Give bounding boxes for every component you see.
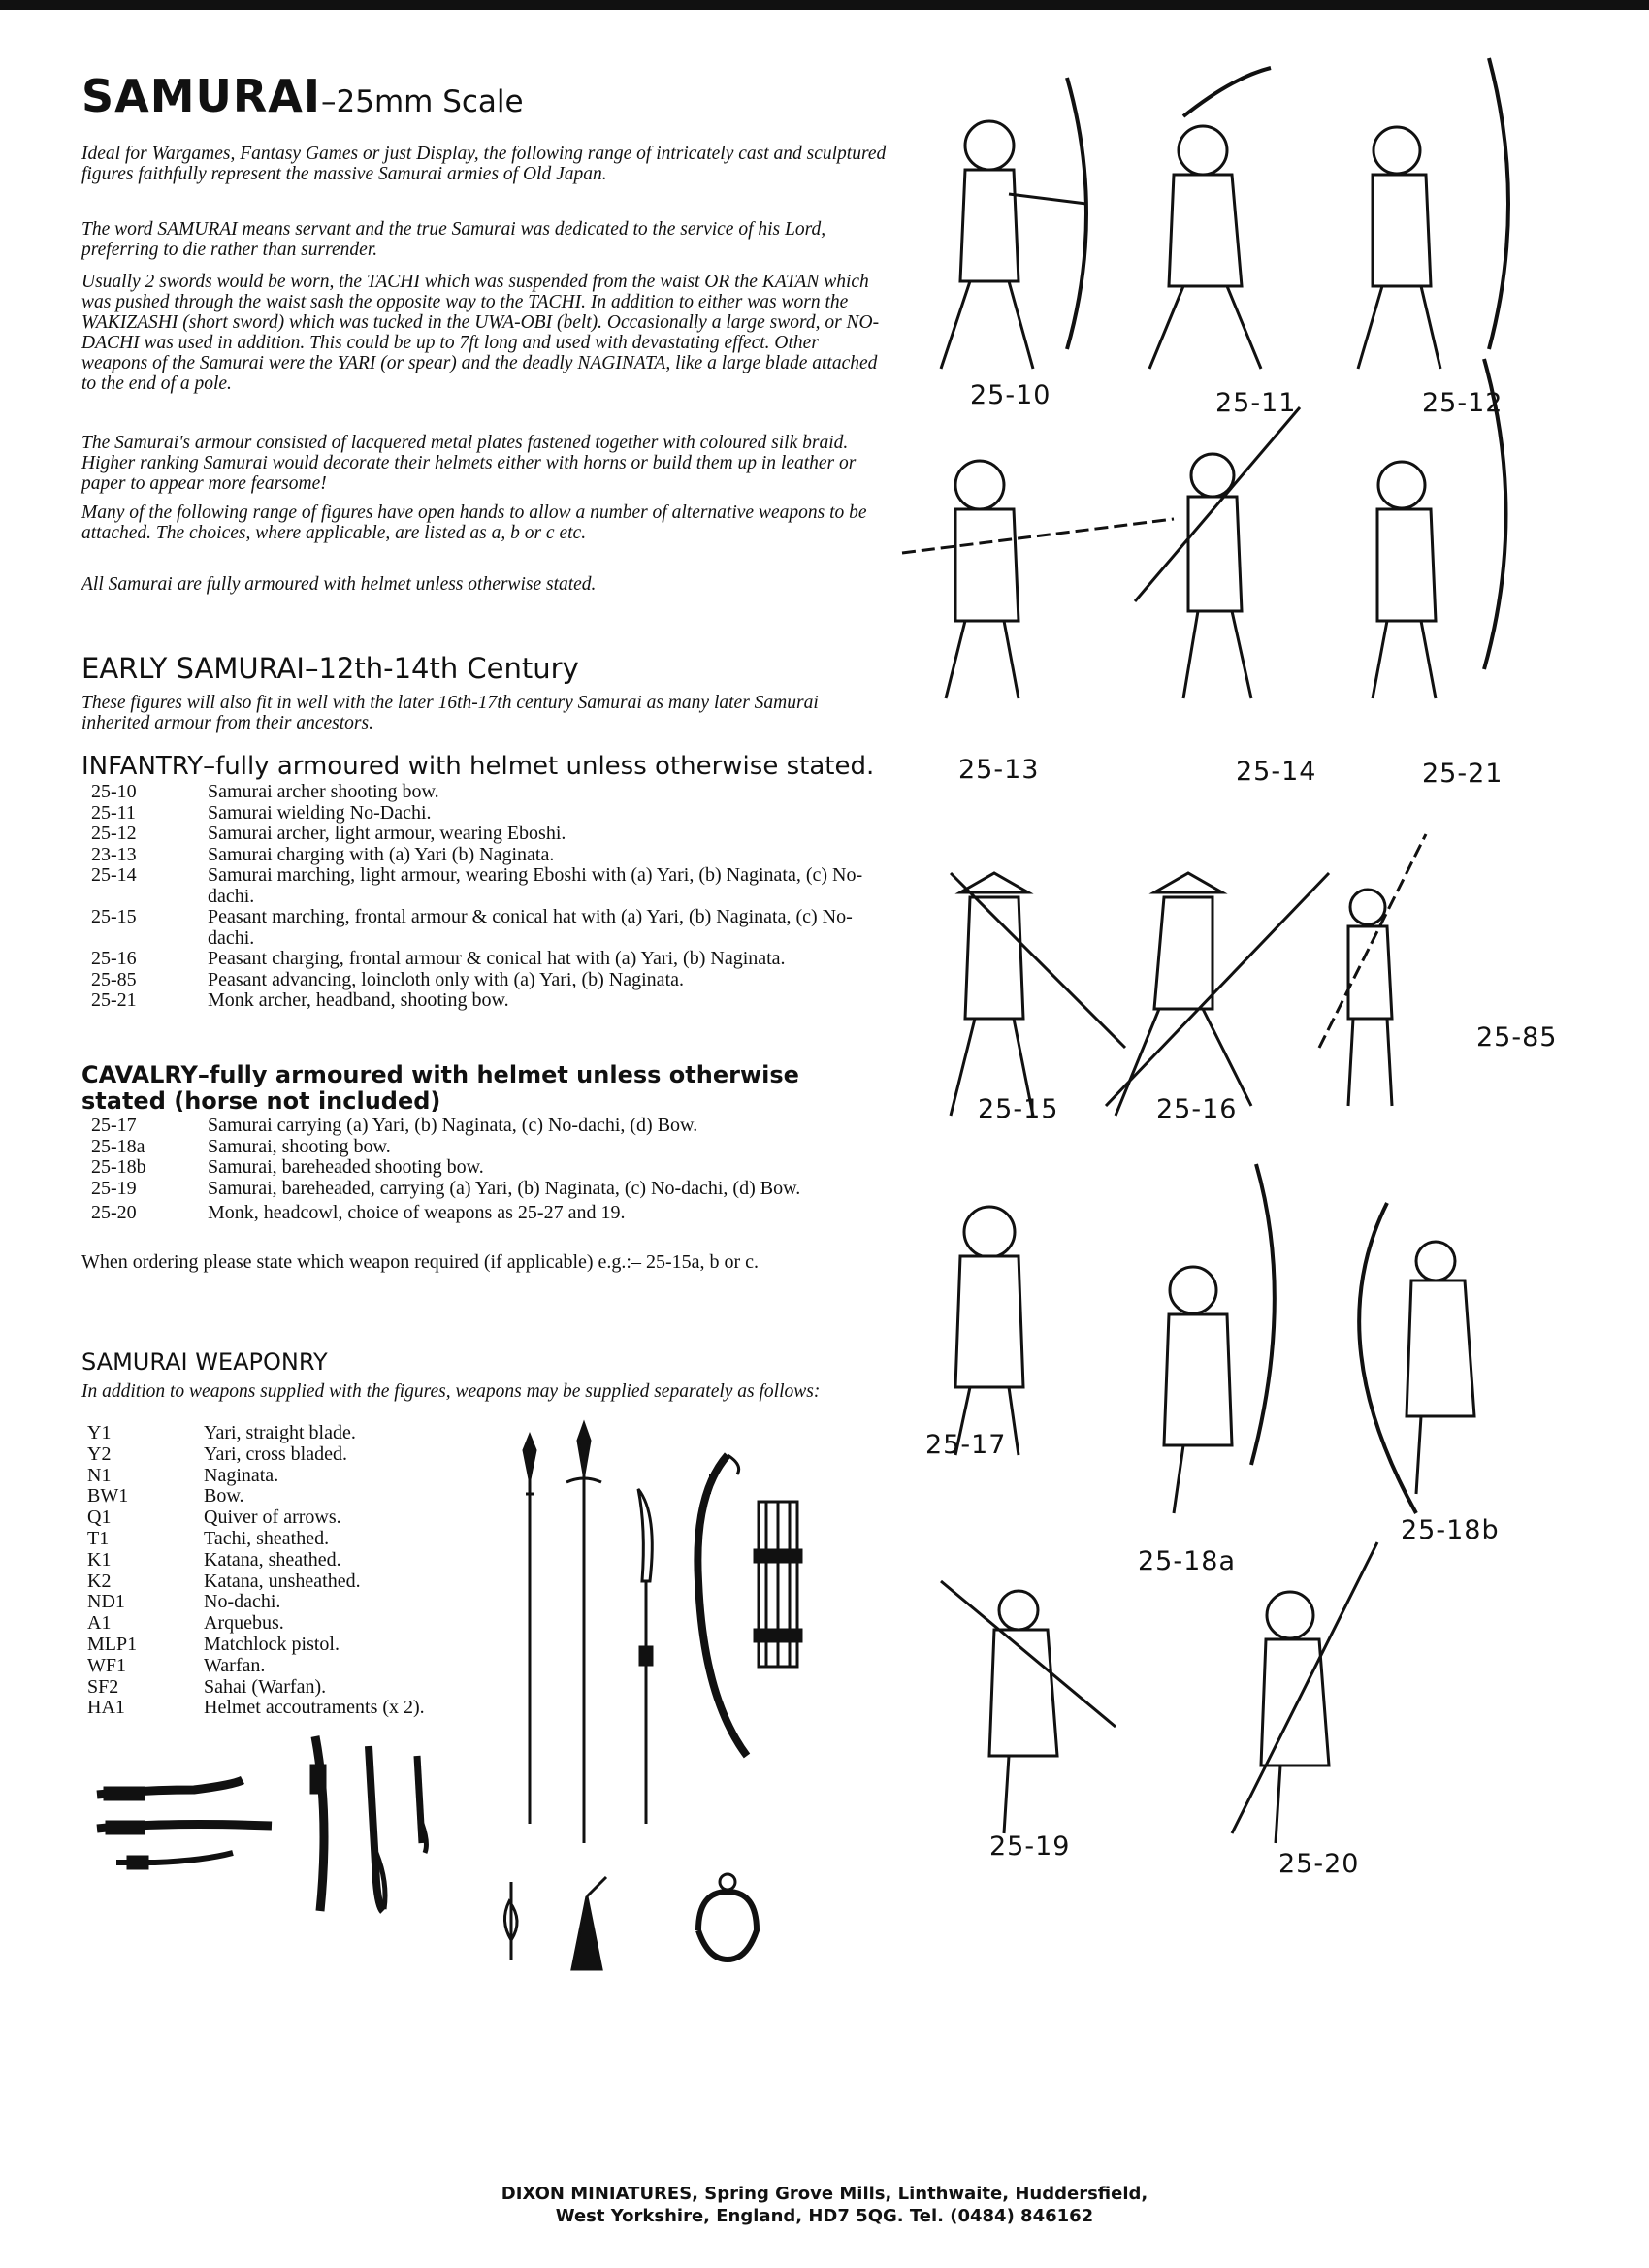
list-item: K1 Katana, sheathed. bbox=[87, 1548, 341, 1571]
intro-paragraph-1: Ideal for Wargames, Fantasy Games or just Display, the following range of intricately cast and sculptured figures faithfully represent the massive Samurai armies of Old Japan. bbox=[81, 144, 887, 184]
quiver-illustration bbox=[755, 1502, 801, 1667]
figure-25-17 bbox=[955, 1207, 1023, 1455]
yari-cross-illustration bbox=[566, 1424, 601, 1843]
list-item: Q1 Quiver of arrows. bbox=[87, 1507, 341, 1529]
cavalry-list bbox=[91, 1116, 877, 1224]
figure-label: 25-11 bbox=[1215, 388, 1297, 418]
figure-25-10 bbox=[941, 78, 1086, 369]
list-item: BW1 Bow. bbox=[87, 1485, 244, 1507]
naginata-illustration bbox=[638, 1489, 652, 1824]
list-item: MLP1 Matchlock pistol. bbox=[87, 1633, 340, 1655]
list-item: WF1 Warfan. bbox=[87, 1654, 266, 1676]
list-item: 25-15 Peasant marching, frontal armour & conical hat with (a) Yari, (b) Naginata, (c) No-dachi. bbox=[91, 906, 853, 949]
intro-paragraph-3: Usually 2 swords would be worn, the TACHI which was suspended from the waist OR the KATAN which was pushed through the waist sash the opposite way to the TACHI. In addition to either was worn the WAKIZASHI (short sword) which was tucked in the UWA-OBI (belt). Occasionally a large sword, or NO-DACHI was used in addition. This could be up to 7ft long and used with devastating effect. Other weapons of the Samurai were the YARI (or spear) and the deadly NAGINATA, like a large blade attached to the end of a pole. bbox=[81, 272, 880, 394]
figure-25-11 bbox=[1149, 68, 1271, 369]
figure-25-15 bbox=[951, 873, 1125, 1116]
figure-25-18b bbox=[1359, 1203, 1474, 1513]
figure-label: 25-85 bbox=[1476, 1022, 1558, 1053]
figure-label: 25-21 bbox=[1422, 759, 1504, 789]
early-samurai-note: These figures will also fit in well with the later 16th-17th century Samurai as many later Samurai inherited armour from their ancestors. bbox=[81, 693, 819, 733]
title-sub: –25mm Scale bbox=[321, 84, 524, 119]
weaponry-list bbox=[87, 1423, 425, 1719]
figure-25-19 bbox=[941, 1581, 1116, 1833]
figure-label: 25-18b bbox=[1401, 1515, 1500, 1545]
figure-25-18a bbox=[1164, 1164, 1275, 1513]
list-item: ND1 No-dachi. bbox=[87, 1591, 281, 1613]
figure-label: 25-16 bbox=[1156, 1094, 1238, 1124]
early-samurai-heading: EARLY SAMURAI–12th-14th Century bbox=[81, 652, 579, 685]
yari-straight-illustration bbox=[524, 1436, 535, 1824]
intro-paragraph-4: The Samurai's armour consisted of lacquered metal plates fastened together with coloured silk braid. Higher ranking Samurai would decorate their helmets either with horns or build them up in leather or paper to appear more fearsome! bbox=[81, 433, 857, 494]
katana-sheathed-illustration bbox=[97, 1822, 272, 1833]
top-border bbox=[0, 0, 1649, 10]
ordering-note: When ordering please state which weapon required (if applicable) e.g.:– 25-15a, b or c. bbox=[81, 1251, 760, 1273]
warfan-illustration bbox=[504, 1882, 517, 1960]
list-item: 25-21 Monk archer, headband, shooting bow. bbox=[91, 989, 509, 1011]
list-item: 25-85 Peasant advancing, loincloth only with (a) Yari, (b) Naginata. bbox=[91, 968, 684, 990]
figure-25-13 bbox=[902, 461, 1174, 698]
sahai-illustration bbox=[572, 1877, 606, 1969]
weapon-illustrations-fans bbox=[490, 1863, 771, 1989]
intro-paragraph-5: Many of the following range of figures have open hands to allow a number of alternative weapons to be attached. The choices, where applicable, are listed as a, b or c etc. bbox=[81, 502, 867, 543]
list-item: Y1 Yari, straight blade. bbox=[87, 1422, 356, 1443]
figure-25-14 bbox=[1135, 407, 1300, 698]
list-item: 25-18a Samurai, shooting bow. bbox=[91, 1135, 391, 1157]
figure-25-12 bbox=[1358, 58, 1508, 369]
figure-25-20 bbox=[1232, 1542, 1377, 1843]
figure-label: 25-20 bbox=[1278, 1849, 1360, 1879]
list-item: N1 Naginata. bbox=[87, 1464, 279, 1486]
weaponry-note: In addition to weapons supplied with the figures, weapons may be supplied separately as follows: bbox=[81, 1381, 821, 1402]
list-item: SF2 Sahai (Warfan). bbox=[87, 1675, 327, 1698]
weapon-illustrations-swords bbox=[87, 1736, 495, 1921]
figure-25-85 bbox=[1319, 834, 1426, 1106]
list-item: 25-12 Samurai archer, light armour, wearing Eboshi. bbox=[91, 823, 566, 844]
list-item: 23-13 Samurai charging with (a) Yari (b) Naginata. bbox=[91, 843, 555, 865]
figure-label: 25-13 bbox=[958, 755, 1040, 785]
figure-label: 25-15 bbox=[978, 1094, 1059, 1124]
intro-paragraph-6: All Samurai are fully armoured with helmet unless otherwise stated. bbox=[81, 574, 597, 595]
figure-label: 25-17 bbox=[925, 1430, 1007, 1460]
katana-unsheathed-illustration bbox=[116, 1853, 233, 1868]
list-item: 25-14 Samurai marching, light armour, wearing Eboshi with (a) Yari, (b) Naginata, (c) No-dachi. bbox=[91, 864, 863, 907]
list-item: 25-18b Samurai, bareheaded shooting bow. bbox=[91, 1156, 484, 1178]
list-item: 25-17 Samurai carrying (a) Yari, (b) Naginata, (c) No-dachi, (d) Bow. bbox=[91, 1115, 698, 1136]
bow-illustration bbox=[697, 1455, 747, 1756]
matchlock-pistol-illustration bbox=[417, 1756, 426, 1853]
figure-label: 25-12 bbox=[1422, 388, 1504, 418]
figure-25-16 bbox=[1106, 873, 1329, 1116]
list-item: T1 Tachi, sheathed. bbox=[87, 1527, 330, 1549]
footer-line-2: West Yorkshire, England, HD7 5QG. Tel. (0484) 846162 bbox=[555, 2206, 1094, 2226]
page-title bbox=[81, 70, 524, 122]
list-item: 25-11 Samurai wielding No-Dachi. bbox=[91, 801, 432, 824]
tachi-illustration bbox=[97, 1780, 242, 1799]
figure-label: 25-10 bbox=[970, 380, 1051, 410]
intro-paragraph-2: The word SAMURAI means servant and the true Samurai was dedicated to the service of his Lord, preferring to die rather than surrender. bbox=[81, 219, 826, 260]
figure-label: 25-19 bbox=[989, 1831, 1071, 1862]
figure-label: 25-14 bbox=[1236, 757, 1317, 787]
no-dachi-illustration bbox=[311, 1736, 325, 1911]
figure-illustrations bbox=[902, 58, 1581, 1892]
title-main: SAMURAI bbox=[81, 70, 321, 122]
list-item: Y2 Yari, cross bladed. bbox=[87, 1442, 347, 1465]
list-item: K2 Katana, unsheathed. bbox=[87, 1570, 361, 1592]
list-item: HA1 Helmet accoutraments (x 2). bbox=[87, 1697, 425, 1719]
weaponry-heading: SAMURAI WEAPONRY bbox=[81, 1348, 328, 1376]
infantry-list bbox=[91, 782, 877, 1012]
cavalry-heading: CAVALRY–fully armoured with helmet unless otherwise stated (horse not included) bbox=[81, 1061, 799, 1115]
list-item: 25-19 Samurai, bareheaded, carrying (a) Yari, (b) Naginata, (c) No-dachi, (d) Bow. bbox=[91, 1177, 801, 1199]
footer-line-1: DIXON MINIATURES, Spring Grove Mills, Linthwaite, Huddersfield, bbox=[501, 2184, 1148, 2204]
figure-label: 25-18a bbox=[1138, 1546, 1237, 1576]
footer-address bbox=[0, 2183, 1649, 2227]
list-item: 25-10 Samurai archer shooting bow. bbox=[91, 781, 439, 802]
list-item: A1 Arquebus. bbox=[87, 1612, 284, 1635]
list-item: 25-20 Monk, headcowl, choice of weapons as 25-27 and 19. bbox=[91, 1202, 626, 1223]
weapon-illustrations-poles bbox=[504, 1436, 805, 1843]
list-item: 25-16 Peasant charging, frontal armour & conical hat with (a) Yari, (b) Naginata. bbox=[91, 948, 786, 969]
infantry-heading: INFANTRY–fully armoured with helmet unless otherwise stated. bbox=[81, 752, 875, 781]
arquebus-illustration bbox=[369, 1746, 385, 1911]
helmet-accoutrament-illustration bbox=[698, 1874, 757, 1960]
